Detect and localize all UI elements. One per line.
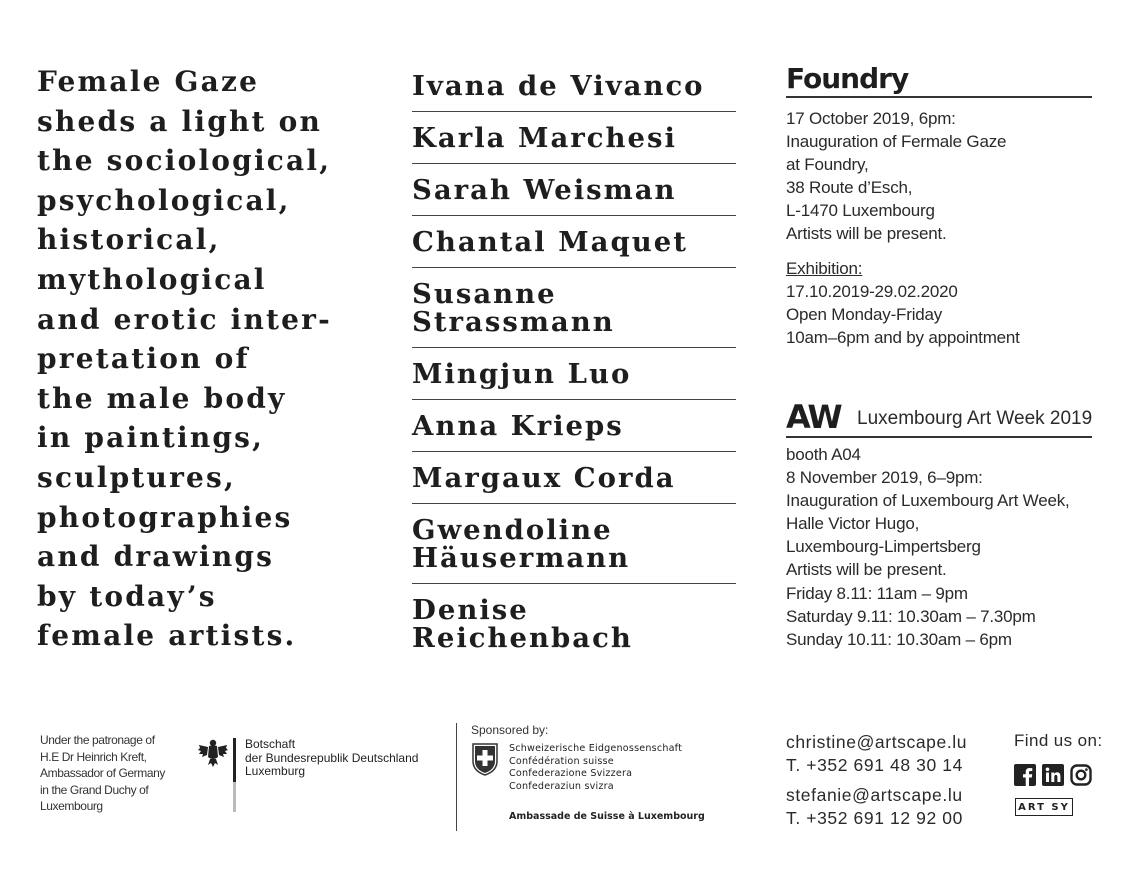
facebook-icon[interactable]: [1014, 764, 1036, 786]
artweek-line: booth A04: [786, 445, 861, 464]
intro-line: and drawings: [37, 540, 275, 574]
intro-line: female artists.: [37, 619, 297, 653]
artist-item: [412, 268, 736, 348]
embassy-line: der Bundesrepublik Deutschland: [245, 750, 419, 765]
contact-phone: T. +352 691 12 92 00: [786, 808, 963, 828]
find-us-label: Find us on:: [1014, 731, 1103, 750]
intro-line: mythological: [37, 262, 267, 296]
swiss-embassy-name: Ambassade de Suisse à Luxembourg: [509, 811, 705, 822]
footer-divider: [456, 723, 457, 831]
patronage-line: H.E Dr Heinrich Kreft,: [40, 749, 147, 764]
intro-line: in paintings,: [37, 421, 265, 455]
swiss-line: Confederazione Svizzera: [509, 768, 633, 780]
artweek-line: Artists will be present.: [786, 560, 947, 580]
artist-name-cont: Strassmann: [412, 305, 615, 338]
artist-item: [412, 584, 736, 664]
patronage-line: Luxembourg: [40, 799, 103, 813]
artweek-line: Friday 8.11: 11am – 9pm: [786, 583, 968, 603]
german-embassy-text: [245, 738, 418, 779]
patronage-line: Under the patronage of: [40, 733, 155, 747]
intro-line: psychological,: [37, 183, 291, 217]
artist-name-cont: Häusermann: [412, 541, 631, 574]
artweek-line: Saturday 9.11: 10.30am – 7.30pm: [786, 606, 1036, 626]
artist-item: [412, 112, 736, 164]
artist-name: Anna Krieps: [412, 409, 624, 442]
foundry-divider: [786, 96, 1092, 98]
intro-line: sheds a light on: [37, 104, 323, 138]
artist-name: Margaux Corda: [412, 461, 676, 494]
artweek-divider: [786, 436, 1092, 438]
artist-name: Gwendoline: [412, 513, 613, 546]
exhibition-line: 17.10.2019-29.02.2020: [786, 282, 958, 302]
exhibition-line: 10am–6pm and by appointment: [786, 328, 1020, 348]
artist-item: [412, 452, 736, 504]
swiss-confederation-text: [509, 743, 682, 794]
flag-bar-gray: [233, 782, 236, 812]
artweek-line: Inauguration of Luxembourg Art Week,: [786, 491, 1070, 511]
artist-name: Mingjun Luo: [412, 357, 632, 390]
artist-item: [412, 216, 736, 268]
exhibition-info: [786, 257, 1020, 349]
artweek-line: Luxembourg-Limpertsberg: [786, 537, 981, 557]
embassy-line: Luxemburg: [245, 764, 306, 778]
artist-name-cont: Reichenbach: [412, 622, 633, 654]
foundry-line: 38 Route d’Esch,: [786, 178, 913, 198]
swiss-shield-icon: [471, 743, 499, 776]
artist-item: [412, 348, 736, 400]
social-icons: [1014, 764, 1092, 786]
artweek-title: Luxembourg Art Week 2019: [857, 408, 1093, 429]
artsy-logo[interactable]: ART SY: [1015, 798, 1073, 816]
intro-line: photographies: [37, 500, 293, 534]
contact-email[interactable]: stefanie@artscape.lu: [786, 785, 963, 805]
intro-line: the sociological,: [37, 144, 332, 178]
intro-line: the male body: [37, 381, 287, 415]
artist-name: Sarah Weisman: [412, 173, 677, 206]
exhibition-label: Exhibition:: [786, 259, 863, 278]
contact-phone: T. +352 691 48 30 14: [786, 755, 963, 775]
artweek-info: [786, 443, 1070, 651]
contact-email[interactable]: christine@artscape.lu: [786, 732, 968, 752]
artweek-logo: AW: [786, 398, 841, 436]
exhibition-line: Open Monday-Friday: [786, 305, 943, 325]
linkedin-icon[interactable]: [1042, 764, 1064, 786]
intro-line: sculptures,: [37, 460, 236, 494]
artist-name: Chantal Maquet: [412, 225, 688, 258]
patronage-line: in the Grand Duchy of: [40, 782, 149, 797]
artist-item: [412, 400, 736, 452]
sponsored-label: Sponsored by:: [471, 723, 549, 737]
patronage-text: [40, 732, 165, 815]
intro-line: by today’s: [37, 579, 217, 613]
foundry-info: [786, 107, 1006, 246]
artist-list: [412, 60, 736, 664]
foundry-line: at Foundry,: [786, 155, 869, 175]
artist-name: Ivana de Vivanco: [412, 69, 705, 102]
german-eagle-icon: [198, 737, 228, 769]
swiss-line: Confédération suisse: [509, 755, 614, 767]
artweek-line: Sunday 10.11: 10.30am – 6pm: [786, 629, 1012, 649]
intro-text: [37, 62, 377, 656]
artist-item: [412, 504, 736, 584]
intro-line: pretation of: [37, 342, 250, 376]
foundry-line: 17 October 2019, 6pm:: [786, 109, 956, 128]
intro-line: and erotic inter-: [37, 302, 332, 336]
intro-line: historical,: [37, 223, 221, 257]
artist-name: Denise: [412, 594, 529, 626]
foundry-line: Inauguration of Fermale Gaze: [786, 132, 1007, 152]
instagram-icon[interactable]: [1070, 764, 1092, 786]
intro-line: Female Gaze: [37, 65, 260, 98]
foundry-logo: Foundry: [786, 62, 909, 95]
artist-item: [412, 60, 736, 112]
artist-name: Karla Marchesi: [412, 121, 677, 154]
artist-name: Susanne: [412, 277, 557, 310]
swiss-line: Schweizerische Eidgenossenschaft: [509, 743, 683, 754]
patronage-line: Ambassador of Germany: [40, 766, 165, 780]
contact-christine: [786, 731, 967, 777]
embassy-line: Botschaft: [245, 737, 296, 751]
swiss-line: Confederaziun svizra: [509, 781, 614, 793]
artist-item: [412, 164, 736, 216]
foundry-line: L-1470 Luxembourg: [786, 201, 935, 221]
foundry-line: Artists will be present.: [786, 224, 947, 244]
artweek-line: Halle Victor Hugo,: [786, 514, 920, 534]
artweek-line: 8 November 2019, 6–9pm:: [786, 468, 983, 488]
contact-stefanie: [786, 784, 963, 830]
